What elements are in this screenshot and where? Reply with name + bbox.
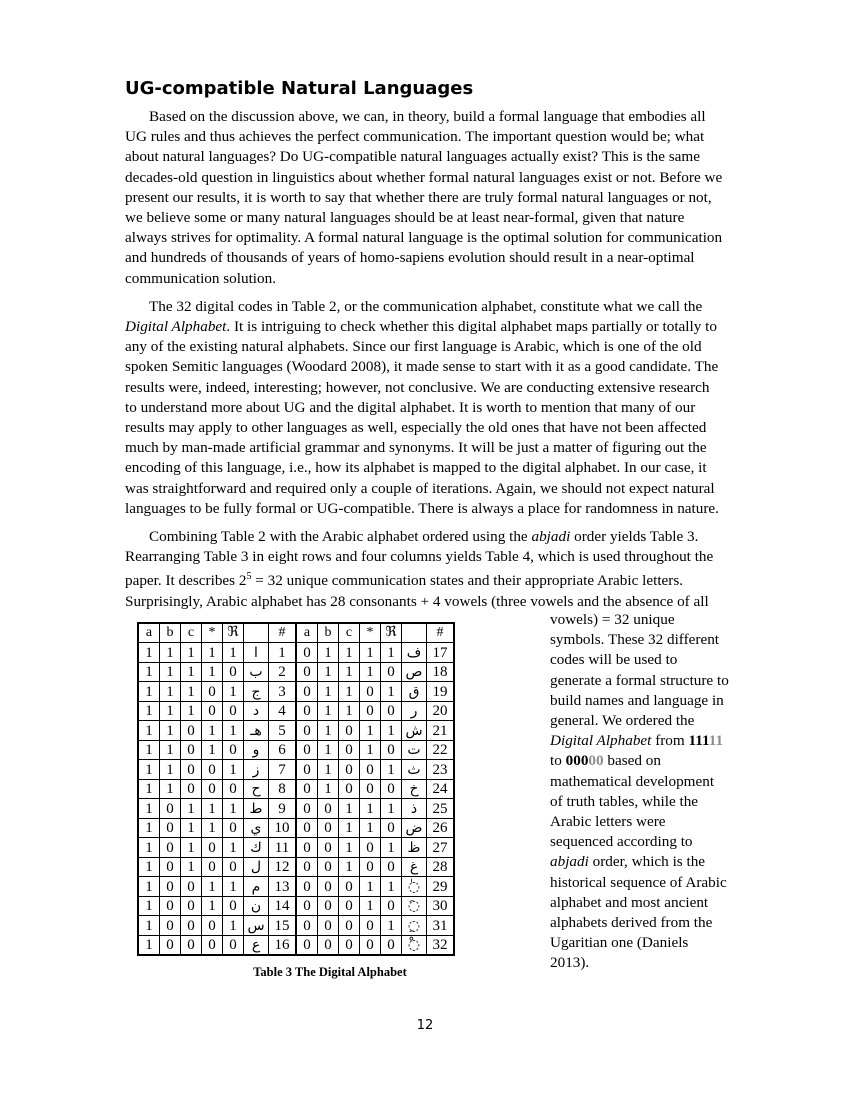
arabic-letter-cell: ذ: [402, 799, 427, 819]
paragraph-3-text-c: = 32 unique communication states and their appropriate Arabic letters. Surprisingly, Arabic alphabet has 28 consonants + 4 vowels (three vowels and the absence of all: [125, 572, 709, 610]
table-header-cell: ℜ: [223, 623, 244, 643]
arabic-letter-cell: ◌ٰ: [402, 877, 427, 897]
arabic-letter-cell: ج: [244, 682, 269, 702]
bit-cell: 0: [202, 760, 223, 780]
bit-cell: 1: [181, 682, 202, 702]
bit-cell: 1: [138, 877, 160, 897]
bit-cell: 1: [138, 643, 160, 663]
bit-cell: 1: [202, 877, 223, 897]
table-row: [138, 838, 454, 858]
table-row: [138, 896, 454, 916]
bit-cell: 1: [223, 760, 244, 780]
arabic-letter-cell: ي: [244, 818, 269, 838]
bit-cell: 1: [138, 799, 160, 819]
side-paragraph: [550, 610, 730, 974]
bit-cell: 0: [223, 701, 244, 721]
index-cell: 6: [269, 740, 297, 760]
index-cell: 19: [427, 682, 455, 702]
table-header-cell: *: [202, 623, 223, 643]
arabic-letter-cell: ◌َ: [402, 896, 427, 916]
bit-cell: 0: [223, 857, 244, 877]
bit-cell: 1: [360, 740, 381, 760]
bit-cell: 0: [381, 857, 402, 877]
table-header-cell: [402, 623, 427, 643]
paragraph-1: Based on the discussion above, we can, in theory, build a formal language that embodies all UG rules and thus achieves the perfect communication. The important question would be; what about natural languages? Do UG-compatible natural languages actually exist? This is the same decades-old question in linguistics about whether formal natural languages exist or not. Before we present our results, it is worth to say that whether there are truly formal natural languages or not, we believe some or many natural languages should be at least near-formal, given that nature always strives for optimality. A formal natural language is the optimal solution for communication and hundreds of thousands of years of homo-sapiens evolution should result in a near-optimal communication solution.: [125, 108, 723, 287]
abjadi-term-2: abjadi: [550, 853, 589, 871]
side-text-a: vowels) = 32 unique symbols. These 32 different codes will be used to generate a formal structure to build names and language in general. We ordered the: [550, 610, 729, 729]
bit-cell: 0: [202, 779, 223, 799]
bit-cell: 0: [296, 818, 318, 838]
arabic-letter-cell: ن: [244, 896, 269, 916]
bit-cell: 1: [138, 916, 160, 936]
table-row: [138, 643, 454, 663]
bit-cell: 0: [296, 701, 318, 721]
index-cell: 4: [269, 701, 297, 721]
bit-cell: 1: [138, 896, 160, 916]
bit-cell: 0: [318, 916, 339, 936]
bit-cell: 0: [381, 818, 402, 838]
section-heading: UG-compatible Natural Languages: [125, 78, 474, 99]
table-row: [138, 760, 454, 780]
bit-cell: 1: [160, 662, 181, 682]
bit-cell: 0: [223, 662, 244, 682]
index-cell: 11: [269, 838, 297, 858]
index-cell: 2: [269, 662, 297, 682]
bit-cell: 0: [339, 721, 360, 741]
bit-cell: 0: [296, 935, 318, 955]
page-number: 12: [416, 1018, 434, 1033]
bit-cell: 0: [160, 896, 181, 916]
bit-cell: 0: [181, 877, 202, 897]
arabic-letter-cell: ◌ِ: [402, 916, 427, 936]
arabic-letter-cell: ح: [244, 779, 269, 799]
bit-cell: 0: [160, 857, 181, 877]
index-cell: 9: [269, 799, 297, 819]
bit-cell: 0: [223, 740, 244, 760]
arabic-letter-cell: ب: [244, 662, 269, 682]
index-cell: 25: [427, 799, 455, 819]
bit-cell: 1: [339, 701, 360, 721]
index-cell: 1: [269, 643, 297, 663]
bit-cell: 1: [360, 799, 381, 819]
bit-cell: 1: [318, 721, 339, 741]
bit-cell: 0: [181, 896, 202, 916]
bit-cell: 0: [339, 779, 360, 799]
bit-cell: 1: [381, 799, 402, 819]
bit-cell: 1: [223, 916, 244, 936]
table-header-cell: c: [181, 623, 202, 643]
bit-cell: 1: [138, 760, 160, 780]
bit-cell: 1: [181, 643, 202, 663]
table-row: [138, 721, 454, 741]
bit-cell: 1: [381, 760, 402, 780]
bit-cell: 0: [318, 896, 339, 916]
bit-cell: 0: [223, 818, 244, 838]
bit-cell: 1: [339, 643, 360, 663]
table-header-cell: #: [269, 623, 297, 643]
paragraph-2-text-a: The 32 digital codes in Table 2, or the communication alphabet, constitute what we call the: [149, 297, 703, 315]
bit-cell: 1: [339, 818, 360, 838]
bit-cell: 1: [160, 721, 181, 741]
abjadi-term: abjadi: [531, 528, 571, 546]
arabic-letter-cell: ش: [402, 721, 427, 741]
bit-cell: 0: [181, 760, 202, 780]
bit-cell: 1: [138, 818, 160, 838]
index-cell: 10: [269, 818, 297, 838]
bit-cell: 1: [202, 896, 223, 916]
table-header-cell: ℜ: [381, 623, 402, 643]
index-cell: 32: [427, 935, 455, 955]
bit-cell: 0: [296, 916, 318, 936]
arabic-letter-cell: ف: [402, 643, 427, 663]
bit-cell: 0: [360, 682, 381, 702]
bit-cell: 1: [223, 838, 244, 858]
arabic-letter-cell: ط: [244, 799, 269, 819]
table-row: [138, 818, 454, 838]
table-row: [138, 779, 454, 799]
paragraph-2: [125, 297, 725, 519]
bit-cell: 0: [296, 779, 318, 799]
digital-alphabet-table: [137, 622, 455, 957]
exponent: 5: [246, 571, 252, 583]
bit-cell: 1: [381, 877, 402, 897]
bit-cell: 1: [138, 935, 160, 955]
bit-cell: 0: [202, 935, 223, 955]
arabic-letter-cell: م: [244, 877, 269, 897]
bit-cell: 1: [360, 818, 381, 838]
arabic-letter-cell: ظ: [402, 838, 427, 858]
bit-cell: 0: [202, 701, 223, 721]
bit-cell: 0: [160, 877, 181, 897]
bit-cell: 1: [160, 740, 181, 760]
bit-cell: 1: [360, 643, 381, 663]
table-row: [138, 701, 454, 721]
index-cell: 28: [427, 857, 455, 877]
bit-cell: 1: [202, 799, 223, 819]
bit-cell: 1: [138, 740, 160, 760]
bit-cell: 1: [381, 838, 402, 858]
index-cell: 24: [427, 779, 455, 799]
bit-cell: 0: [318, 935, 339, 955]
bit-cell: 0: [160, 916, 181, 936]
index-cell: 27: [427, 838, 455, 858]
bit-cell: 0: [296, 662, 318, 682]
bit-cell: 0: [223, 779, 244, 799]
table-and-sidebar: [125, 610, 729, 980]
bit-cell: 0: [360, 857, 381, 877]
paragraph-3-text-a: Combining Table 2 with the Arabic alphabet ordered using the: [149, 528, 532, 546]
bit-cell: 0: [339, 740, 360, 760]
bit-cell: 0: [296, 740, 318, 760]
table-row: [138, 740, 454, 760]
bit-cell: 1: [138, 779, 160, 799]
index-cell: 30: [427, 896, 455, 916]
bit-cell: 1: [360, 896, 381, 916]
bit-cell: 1: [381, 643, 402, 663]
bit-cell: 0: [381, 935, 402, 955]
document-page: [125, 70, 729, 980]
bit-cell: 0: [160, 818, 181, 838]
table-header-cell: *: [360, 623, 381, 643]
side-text-b: from: [651, 732, 689, 750]
bit-cell: 1: [339, 682, 360, 702]
bit-cell: 0: [296, 896, 318, 916]
code-11111-gray: 11: [708, 732, 724, 750]
table-header-cell: c: [339, 623, 360, 643]
bit-cell: 0: [296, 838, 318, 858]
arabic-letter-cell: ◌ْ: [402, 935, 427, 955]
table-row: [138, 877, 454, 897]
bit-cell: 0: [296, 760, 318, 780]
arabic-letter-cell: ز: [244, 760, 269, 780]
paragraph-3-text-b: order yields Table 3. Rearranging Table 3 in eight rows and four columns yields Table 4, which is used throughout the paper. It describes 2: [125, 528, 714, 590]
bit-cell: 1: [138, 838, 160, 858]
index-cell: 5: [269, 721, 297, 741]
bit-cell: 0: [296, 857, 318, 877]
arabic-letter-cell: ك: [244, 838, 269, 858]
bit-cell: 0: [360, 838, 381, 858]
bit-cell: 0: [360, 916, 381, 936]
bit-cell: 1: [160, 643, 181, 663]
arabic-letter-cell: خ: [402, 779, 427, 799]
bit-cell: 1: [181, 818, 202, 838]
code-00000-black: 000: [565, 752, 589, 770]
bit-cell: 0: [339, 916, 360, 936]
index-cell: 15: [269, 916, 297, 936]
digital-alphabet-term-2: Digital Alphabet: [550, 732, 652, 750]
side-text-to: to: [550, 752, 566, 770]
arabic-letter-cell: ث: [402, 760, 427, 780]
bit-cell: 0: [296, 799, 318, 819]
bit-cell: 1: [318, 682, 339, 702]
bit-cell: 1: [360, 662, 381, 682]
bit-cell: 0: [160, 838, 181, 858]
table-row: [138, 799, 454, 819]
table-header-cell: a: [138, 623, 160, 643]
bit-cell: 0: [181, 935, 202, 955]
index-cell: 31: [427, 916, 455, 936]
bit-cell: 0: [202, 916, 223, 936]
arabic-letter-cell: هـ: [244, 721, 269, 741]
index-cell: 3: [269, 682, 297, 702]
index-cell: 18: [427, 662, 455, 682]
bit-cell: 0: [360, 760, 381, 780]
arabic-letter-cell: ض: [402, 818, 427, 838]
bit-cell: 0: [223, 896, 244, 916]
code-11111-black: 111: [688, 732, 709, 750]
bit-cell: 0: [318, 838, 339, 858]
bit-cell: 1: [223, 799, 244, 819]
index-cell: 16: [269, 935, 297, 955]
bit-cell: 1: [160, 682, 181, 702]
bit-cell: 1: [223, 877, 244, 897]
bit-cell: 1: [318, 760, 339, 780]
table-row: [138, 857, 454, 877]
bit-cell: 1: [339, 799, 360, 819]
bit-cell: 1: [381, 721, 402, 741]
bit-cell: 1: [339, 838, 360, 858]
bit-cell: 1: [202, 662, 223, 682]
bit-cell: 0: [381, 779, 402, 799]
bit-cell: 1: [360, 877, 381, 897]
bit-cell: 0: [381, 662, 402, 682]
bit-cell: 0: [202, 838, 223, 858]
table-header-cell: b: [318, 623, 339, 643]
bit-cell: 1: [223, 721, 244, 741]
bit-cell: 1: [181, 838, 202, 858]
bit-cell: 1: [202, 643, 223, 663]
bit-cell: 0: [181, 779, 202, 799]
bit-cell: 0: [202, 857, 223, 877]
bit-cell: 0: [381, 701, 402, 721]
bit-cell: 0: [318, 877, 339, 897]
bit-cell: 1: [138, 857, 160, 877]
bit-cell: 1: [160, 779, 181, 799]
arabic-letter-cell: ر: [402, 701, 427, 721]
code-00000-gray: 00: [588, 752, 604, 770]
bit-cell: 0: [381, 740, 402, 760]
side-text-c: based on mathematical development of truth tables, while the Arabic letters were sequenced according to: [550, 752, 715, 851]
bit-cell: 1: [318, 662, 339, 682]
bit-cell: 1: [181, 799, 202, 819]
digital-alphabet-term: Digital Alphabet: [125, 318, 227, 336]
bit-cell: 0: [181, 916, 202, 936]
arabic-letter-cell: ل: [244, 857, 269, 877]
bit-cell: 1: [138, 701, 160, 721]
bit-cell: 0: [318, 857, 339, 877]
table-row: [138, 682, 454, 702]
bit-cell: 1: [202, 818, 223, 838]
index-cell: 7: [269, 760, 297, 780]
bit-cell: 0: [318, 799, 339, 819]
table-header-row: [138, 623, 454, 643]
bit-cell: 0: [181, 721, 202, 741]
bit-cell: 1: [381, 682, 402, 702]
arabic-letter-cell: ص: [402, 662, 427, 682]
bit-cell: 0: [339, 935, 360, 955]
bit-cell: 0: [381, 896, 402, 916]
arabic-letter-cell: غ: [402, 857, 427, 877]
table-header-cell: a: [296, 623, 318, 643]
bit-cell: 0: [202, 682, 223, 702]
bit-cell: 1: [381, 916, 402, 936]
index-cell: 8: [269, 779, 297, 799]
index-cell: 14: [269, 896, 297, 916]
bit-cell: 1: [160, 701, 181, 721]
bit-cell: 1: [318, 740, 339, 760]
bit-cell: 1: [138, 662, 160, 682]
side-text-d: order, which is the historical sequence of Arabic alphabet and most ancient alphabets derived from the Ugaritian one (Daniels 2013).: [550, 853, 727, 972]
index-cell: 23: [427, 760, 455, 780]
bit-cell: 0: [360, 701, 381, 721]
bit-cell: 0: [160, 935, 181, 955]
bit-cell: 0: [296, 721, 318, 741]
bit-cell: 0: [339, 877, 360, 897]
table-header-cell: #: [427, 623, 455, 643]
index-cell: 20: [427, 701, 455, 721]
arabic-letter-cell: س: [244, 916, 269, 936]
arabic-letter-cell: ق: [402, 682, 427, 702]
bit-cell: 1: [160, 760, 181, 780]
table-header-cell: b: [160, 623, 181, 643]
bit-cell: 0: [160, 799, 181, 819]
index-cell: 12: [269, 857, 297, 877]
bit-cell: 0: [339, 896, 360, 916]
index-cell: 13: [269, 877, 297, 897]
table-caption: Table 3 The Digital Alphabet: [253, 964, 407, 979]
bit-cell: 1: [223, 643, 244, 663]
bit-cell: 0: [360, 779, 381, 799]
bit-cell: 0: [296, 682, 318, 702]
bit-cell: 1: [138, 682, 160, 702]
table-row: [138, 662, 454, 682]
paragraph-2-text-b: . It is intriguing to check whether this digital alphabet maps partially or totally to any of the existing natural alphabets. Since our first language is Arabic, which is one of the old spoken Semitic languages (Woodard 2008), it made sense to start with it as a good candidate. The results were, indeed, interesting; however, not conclusive. We are conducting extensive research to understand more about UG and the digital alphabet. It is worth to mention that many of our results may apply to other languages as well, especially the old ones that have not been affected much by man-made artificial grammar and synonyms. It will be just a matter of figuring out the encoding of this language, i.e., how its alphabet is mapped to the digital alphabet. In our case, it was straightforward and required only a couple of iterations. Again, we should not expect natural languages to be fully formal or UG-compatible. There is always a place for randomness in nature.: [125, 318, 719, 517]
bit-cell: 1: [223, 682, 244, 702]
bit-cell: 0: [318, 818, 339, 838]
index-cell: 21: [427, 721, 455, 741]
bit-cell: 1: [202, 740, 223, 760]
bit-cell: 1: [138, 721, 160, 741]
bit-cell: 1: [181, 857, 202, 877]
index-cell: 26: [427, 818, 455, 838]
paragraph-3: [125, 527, 725, 612]
bit-cell: 0: [181, 740, 202, 760]
arabic-letter-cell: ع: [244, 935, 269, 955]
arabic-letter-cell: د: [244, 701, 269, 721]
bit-cell: 0: [296, 877, 318, 897]
arabic-letter-cell: و: [244, 740, 269, 760]
arabic-letter-cell: ا: [244, 643, 269, 663]
table-body: [138, 643, 454, 956]
table-row: [138, 935, 454, 955]
bit-cell: 1: [181, 701, 202, 721]
arabic-letter-cell: ت: [402, 740, 427, 760]
index-cell: 22: [427, 740, 455, 760]
table-row: [138, 916, 454, 936]
bit-cell: 0: [223, 935, 244, 955]
bit-cell: 1: [202, 721, 223, 741]
table-header-cell: [244, 623, 269, 643]
bit-cell: 0: [296, 643, 318, 663]
bit-cell: 1: [318, 701, 339, 721]
bit-cell: 1: [318, 779, 339, 799]
bit-cell: 1: [318, 643, 339, 663]
bit-cell: 0: [360, 935, 381, 955]
bit-cell: 1: [339, 857, 360, 877]
index-cell: 29: [427, 877, 455, 897]
bit-cell: 1: [181, 662, 202, 682]
bit-cell: 1: [360, 721, 381, 741]
bit-cell: 0: [339, 760, 360, 780]
index-cell: 17: [427, 643, 455, 663]
bit-cell: 1: [339, 662, 360, 682]
